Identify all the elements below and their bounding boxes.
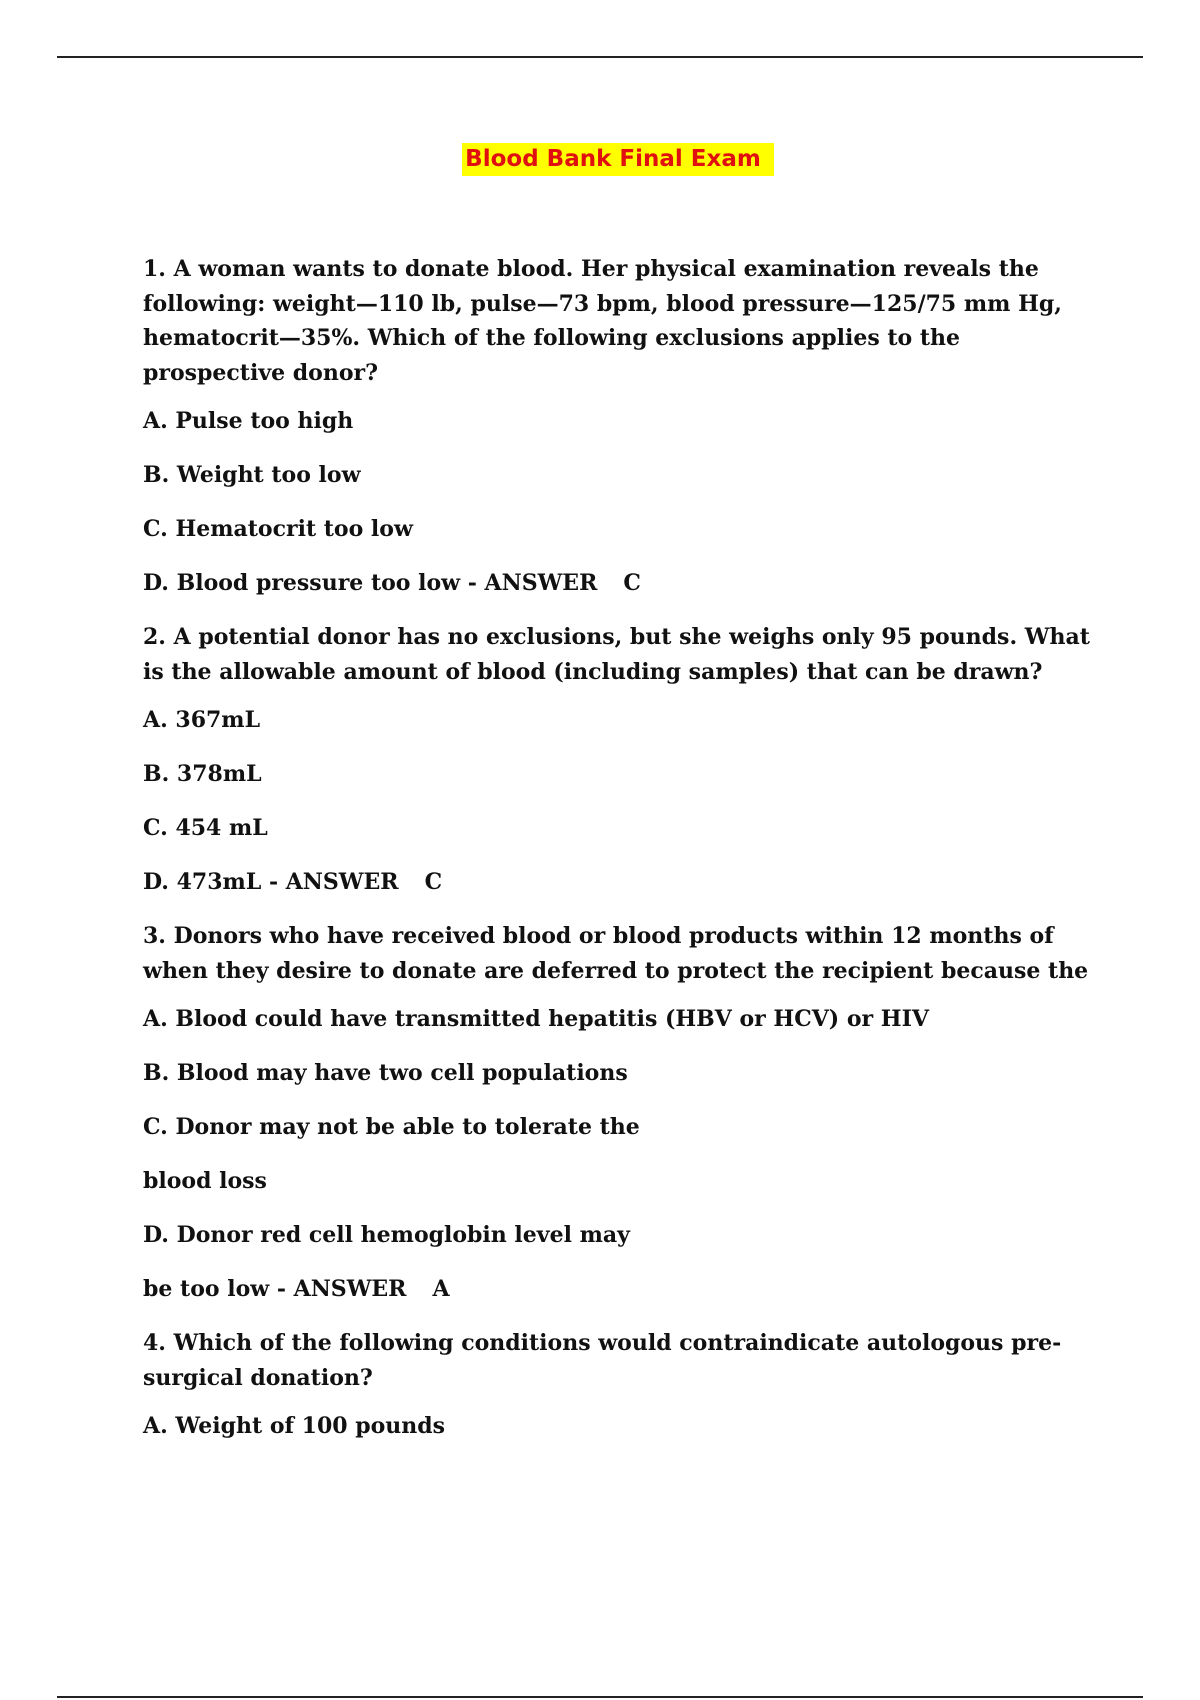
question-1-option-d-label: D. Blood pressure too low - ANSWER (143, 570, 598, 596)
question-1-answer: C (623, 570, 641, 596)
question-1-option-c: C. Hematocrit too low (143, 516, 413, 542)
question-3-option-c: C. Donor may not be able to tolerate the (143, 1114, 640, 1140)
question-1-text: 1. A woman wants to donate blood. Her physical examination reveals the following: weight—110 lb, pulse—73 bpm, blood pressure—125/75 mm Hg, hematocrit—35%. Which of the following exclusions applies to the prospective donor? (143, 256, 1062, 386)
exam-content (143, 252, 1108, 1463)
question-3-option-a: A. Blood could have transmitted hepatitis (HBV or HCV) or HIV (143, 1006, 929, 1032)
question-3-option-d: D. Donor red cell hemoglobin level may (143, 1222, 630, 1248)
title-container (0, 143, 1200, 176)
question-2-option-d-label: D. 473mL - ANSWER (143, 869, 399, 895)
question-4-option-a: A. Weight of 100 pounds (143, 1413, 446, 1439)
question-2-option-c: C. 454 mL (143, 815, 268, 841)
question-2-text: 2. A potential donor has no exclusions, but she weighs only 95 pounds. What is the allowable amount of blood (including samples) that can be drawn? (143, 624, 1090, 685)
question-2-option-d (143, 865, 1108, 900)
question-3-option-c-continued: blood loss (143, 1168, 267, 1194)
question-3-text: 3. Donors who have received blood or blood products within 12 months of when they desire to donate are deferred to protect the recipient because the (143, 923, 1089, 984)
question-1-option-d (143, 566, 1108, 601)
question-4-text: 4. Which of the following conditions would contraindicate autologous pre-surgical donation? (143, 1330, 1062, 1391)
footer-rule (57, 1696, 1143, 1698)
question-3-option-b: B. Blood may have two cell populations (143, 1060, 628, 1086)
question-3-option-d-label: be too low - ANSWER (143, 1276, 407, 1302)
question-2-answer: C (424, 869, 443, 895)
question-1-option-b: B. Weight too low (143, 462, 361, 488)
question-3-answer: A (432, 1276, 450, 1302)
question-2-option-b: B. 378mL (143, 761, 262, 787)
question-1-option-a: A. Pulse too high (143, 408, 354, 434)
question-3-option-d-continued (143, 1272, 1108, 1307)
header-rule (57, 56, 1143, 58)
question-2-option-a: A. 367mL (143, 707, 261, 733)
document-title: Blood Bank Final Exam (462, 143, 774, 176)
